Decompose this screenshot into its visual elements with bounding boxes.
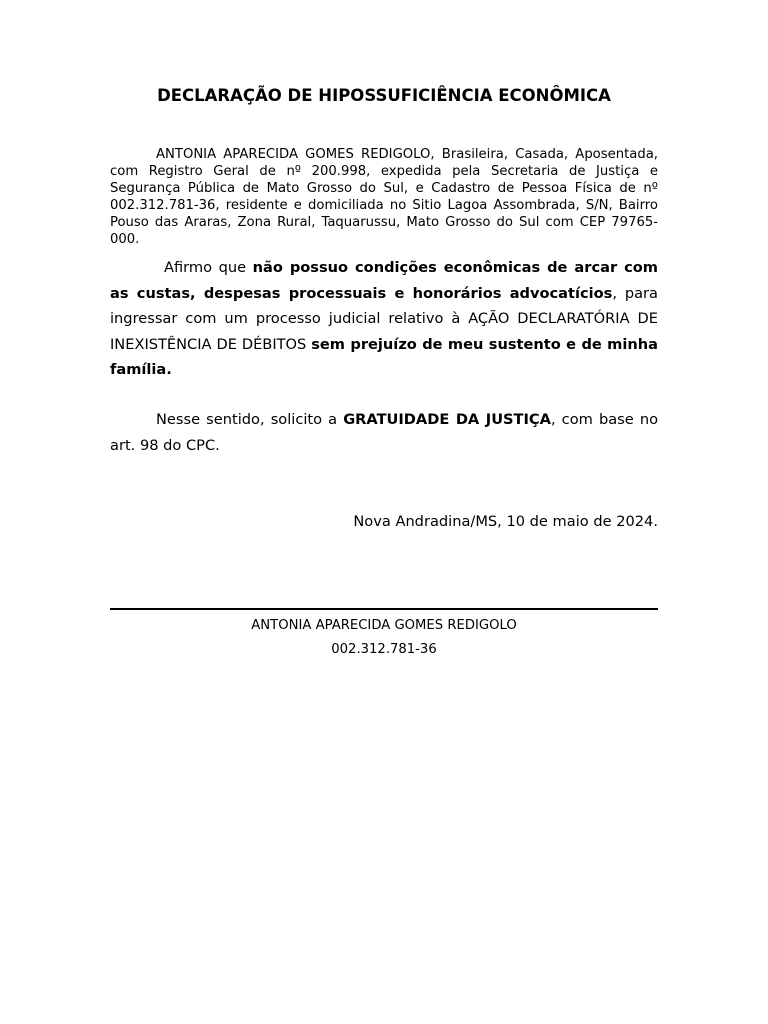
affirmation-paragraph — [110, 255, 658, 383]
qualification-paragraph: ANTONIA APARECIDA GOMES REDIGOLO, Brasileira, Casada, Aposentada, com Registro Geral de nº 200.998, expedida pela Secretaria de Justiça e Segurança Pública de Mato Grosso do Sul, e Cadastro de Pessoa Física de nº 002.312.781-36, residente e domiciliada no Sitio Lagoa Assombrada, S/N, Bairro Pouso das Araras, Zona Rural, Taquarussu, Mato Grosso do Sul com CEP 79765-000. — [110, 147, 658, 247]
request-bold: GRATUIDADE DA JUSTIÇA — [343, 411, 551, 428]
place-and-date: Nova Andradina/MS, 10 de maio de 2024. — [353, 513, 658, 530]
signatory-name: ANTONIA APARECIDA GOMES REDIGOLO — [251, 618, 517, 633]
signature-line — [110, 608, 658, 610]
affirmation-bold-2: sem prejuízo de meu sustento e de minha família. — [110, 335, 658, 378]
document-title: DECLARAÇÃO DE HIPOSSUFICIÊNCIA ECONÔMICA — [157, 86, 611, 105]
affirmation-text-2: , para ingressar com um processo judicial relativo à AÇÃO DECLARATÓRIA DE INEXISTÊNCIA DE DÉBITOS — [110, 284, 658, 353]
affirmation-text-1: Afirmo que — [164, 259, 253, 276]
signatory-cpf: 002.312.781-36 — [331, 642, 437, 657]
request-text-1: Nesse sentido, solicito a — [156, 411, 344, 428]
affirmation-bold-1: não possuo condições econômicas de arcar com as custas, despesas processuais e honorários advocatícios — [110, 259, 658, 302]
request-text-2: , com base no art. 98 do CPC. — [110, 411, 658, 454]
request-paragraph — [110, 407, 658, 459]
